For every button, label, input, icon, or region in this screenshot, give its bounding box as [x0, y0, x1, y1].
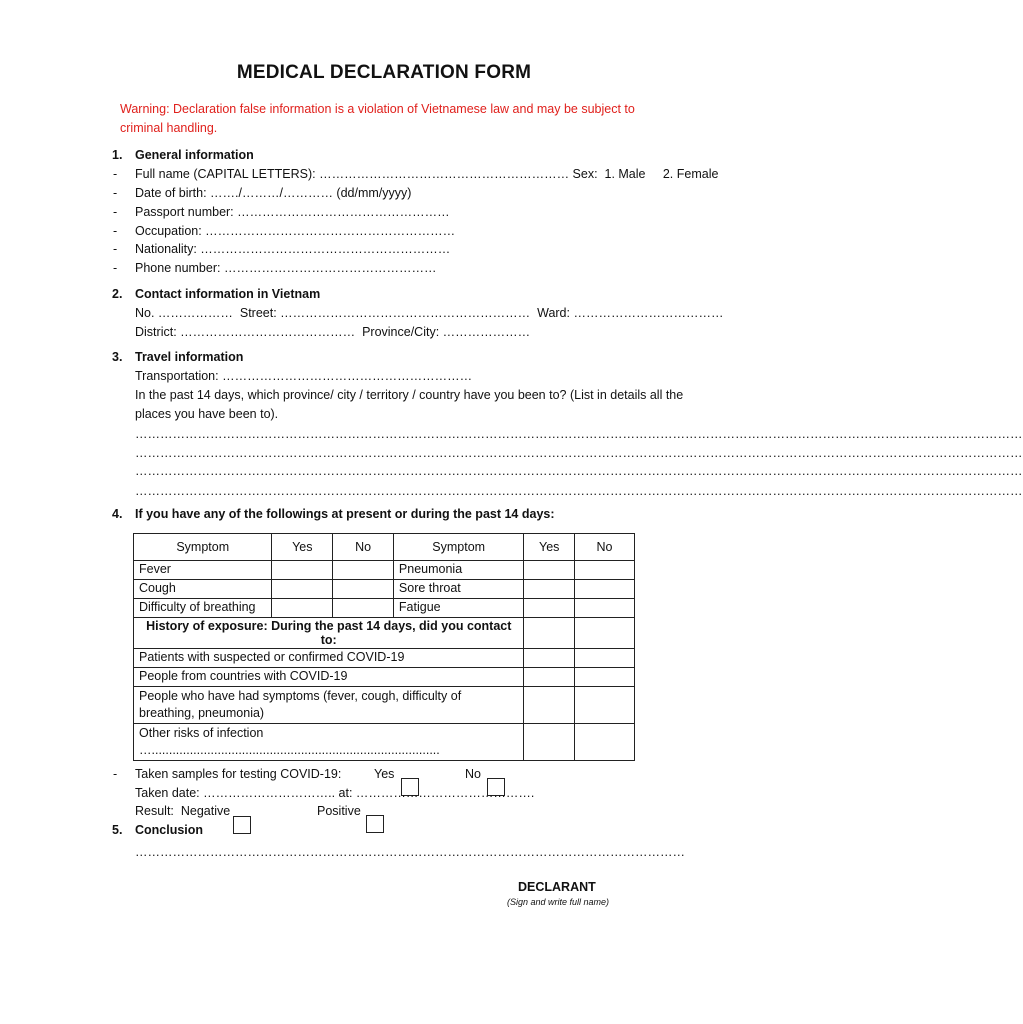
bullet-dash: - — [113, 167, 118, 181]
other-risks-cell — [134, 724, 524, 761]
table-header: No — [333, 534, 394, 561]
section-2-heading: Contact information in Vietnam — [135, 287, 321, 301]
transportation-field[interactable]: Transportation: …………………………………………………… — [135, 369, 473, 383]
yes-cell[interactable] — [524, 599, 574, 618]
positive-checkbox[interactable] — [366, 815, 384, 833]
table-row — [134, 599, 635, 618]
no-cell[interactable] — [333, 561, 394, 580]
symptom-label: Fatigue — [393, 599, 524, 618]
section-2-number: 2. — [112, 287, 123, 301]
symptom-label: Fever — [134, 561, 272, 580]
section-1-heading: General information — [135, 148, 254, 162]
bullet-dash: - — [113, 767, 118, 781]
dob-field[interactable]: Date of birth: ……./………/………… (dd/mm/yyyy) — [135, 186, 412, 200]
yes-cell[interactable] — [524, 561, 574, 580]
bullet-dash: - — [113, 186, 118, 200]
symptom-table — [133, 533, 635, 761]
testing-label: Taken samples for testing COVID-19: — [135, 767, 342, 781]
address-line-2[interactable]: District: …………………………………… Province/City: ………………… — [135, 325, 531, 339]
no-cell[interactable] — [574, 668, 634, 687]
yes-cell[interactable] — [524, 618, 574, 649]
exposure-label: Patients with suspected or confirmed COVID-19 — [134, 649, 524, 668]
exposure-heading-row — [134, 618, 635, 649]
nationality-field[interactable]: Nationality: …………………………………………………… — [135, 242, 451, 256]
table-header: Symptom — [134, 534, 272, 561]
yes-cell[interactable] — [524, 649, 574, 668]
table-row — [134, 668, 635, 687]
symptom-label: Difficulty of breathing — [134, 599, 272, 618]
no-cell[interactable] — [574, 580, 634, 599]
no-cell[interactable] — [574, 599, 634, 618]
table-row — [134, 649, 635, 668]
address-line-1[interactable]: No. ……………… Street: …………………………………………………… Ward: ……………………………… — [135, 306, 724, 320]
table-header: No — [574, 534, 634, 561]
symptom-label: Cough — [134, 580, 272, 599]
full-name-field[interactable]: Full name (CAPITAL LETTERS): …………………………………………………… Sex: 1. Male 2. Female — [135, 167, 719, 181]
yes-cell[interactable] — [272, 561, 333, 580]
yes-cell[interactable] — [524, 724, 574, 761]
result-positive-label: Positive — [317, 804, 361, 818]
table-header-row — [134, 534, 635, 561]
symptom-label: Pneumonia — [393, 561, 524, 580]
no-cell[interactable] — [574, 649, 634, 668]
yes-cell[interactable] — [524, 668, 574, 687]
symptom-label: Sore throat — [393, 580, 524, 599]
passport-field[interactable]: Passport number: …………………………………………… — [135, 205, 450, 219]
exposure-label-text: People who have had symptoms (fever, cough, difficulty of breathing, pneumonia) — [139, 689, 462, 720]
yes-cell[interactable] — [272, 580, 333, 599]
travel-dotline[interactable]: …………………………………………………………………………………………………………………………………………………………………………………………… — [135, 446, 1023, 460]
table-row — [134, 687, 635, 724]
section-4-heading: If you have any of the followings at present or during the past 14 days: — [135, 507, 555, 521]
table-row — [134, 580, 635, 599]
conclusion-dotline[interactable]: …………………………………………………………………………………………………………………… — [135, 845, 685, 859]
testing-no-label: No — [465, 767, 481, 781]
bullet-dash: - — [113, 261, 118, 275]
no-cell[interactable] — [574, 561, 634, 580]
section-4-number: 4. — [112, 507, 123, 521]
warning-text: Warning: Declaration false information is a violation of Vietnamese law and may be subject to criminal handling. — [120, 102, 635, 135]
exposure-label — [134, 687, 524, 724]
no-cell[interactable] — [574, 687, 634, 724]
result-negative-label: Result: Negative — [135, 804, 231, 818]
no-cell[interactable] — [574, 618, 634, 649]
testing-yes-label: Yes — [374, 767, 395, 781]
negative-checkbox[interactable] — [233, 816, 251, 834]
travel-question: In the past 14 days, which province/ city / territory / country have you been to? (List in details all the places you have been to). — [135, 388, 684, 421]
section-1-number: 1. — [112, 148, 123, 162]
declarant-label: DECLARANT — [518, 880, 596, 894]
travel-dotline[interactable]: …………………………………………………………………………………………………………………………………………………………………………………………… — [135, 427, 1023, 441]
taken-date-field[interactable]: Taken date: ………………………….. at: ……………………………………. — [135, 786, 535, 800]
bullet-dash: - — [113, 242, 118, 256]
section-3-number: 3. — [112, 350, 123, 364]
table-header: Yes — [272, 534, 333, 561]
bullet-dash: - — [113, 205, 118, 219]
section-3-heading: Travel information — [135, 350, 244, 364]
section-5-heading: Conclusion — [135, 823, 204, 837]
exposure-heading: History of exposure: During the past 14 days, did you contact to: — [134, 618, 524, 649]
other-risks-dots[interactable]: …................................................................................... — [139, 743, 440, 757]
sign-note: (Sign and write full name) — [507, 897, 610, 907]
form-title: MEDICAL DECLARATION FORM — [236, 62, 532, 83]
occupation-field[interactable]: Occupation: …………………………………………………… — [135, 224, 456, 238]
table-row — [134, 724, 635, 761]
yes-cell[interactable] — [524, 687, 574, 724]
table-header: Yes — [524, 534, 574, 561]
travel-dotline[interactable]: …………………………………………………………………………………………………………………………………………………………………………………………… — [135, 464, 1023, 478]
phone-field[interactable]: Phone number: …………………………………………… — [135, 261, 437, 275]
no-cell[interactable] — [333, 599, 394, 618]
table-header: Symptom — [393, 534, 524, 561]
travel-dotline[interactable]: …………………………………………………………………………………………………………………………………………………………………………………………… — [135, 484, 1023, 498]
bullet-dash: - — [113, 224, 118, 238]
exposure-label: Other risks of infection — [139, 726, 264, 740]
no-cell[interactable] — [574, 724, 634, 761]
no-cell[interactable] — [333, 580, 394, 599]
yes-cell[interactable] — [524, 580, 574, 599]
table-row — [134, 561, 635, 580]
exposure-label: People from countries with COVID-19 — [134, 668, 524, 687]
section-5-number: 5. — [112, 823, 123, 837]
yes-cell[interactable] — [272, 599, 333, 618]
